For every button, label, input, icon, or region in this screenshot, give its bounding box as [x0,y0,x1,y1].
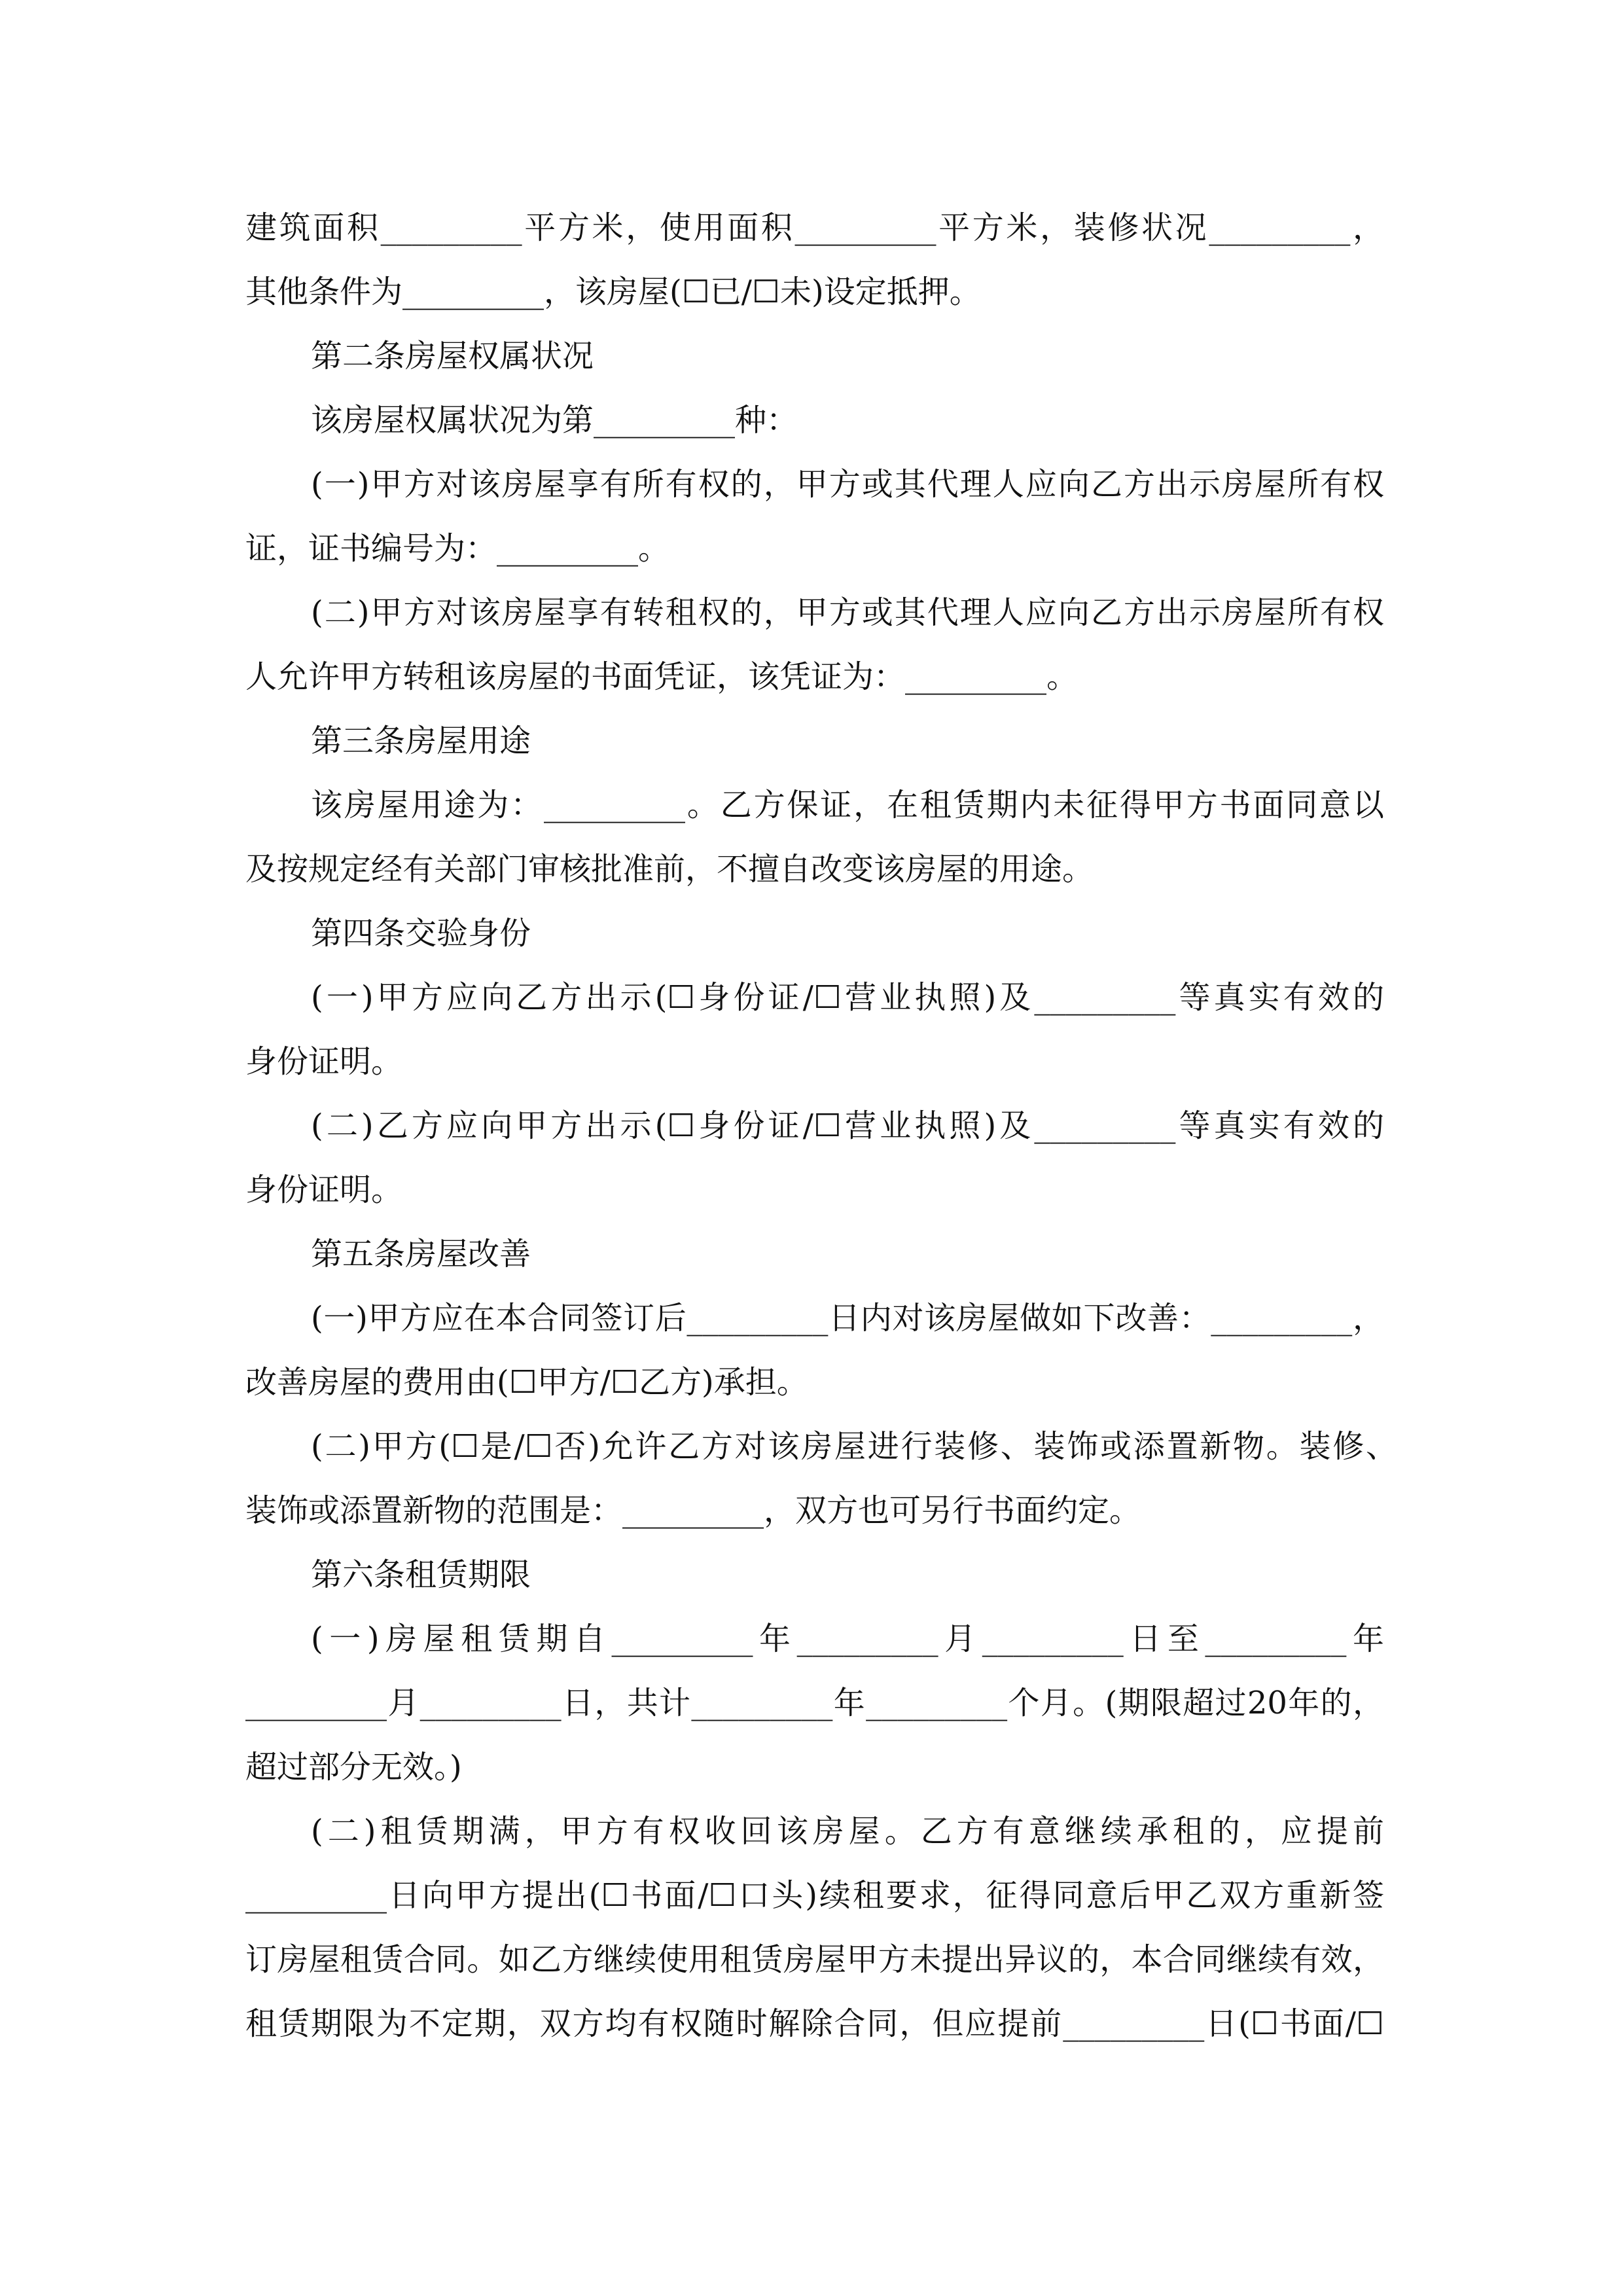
text-line: _________月_________日，共计_________年_________个月。(期限超过20年的， [245,1685,1384,1721]
text-line: 身份证明。 [245,1172,403,1208]
text-line: 该房屋用途为：_________。乙方保证，在租赁期内未征得甲方书面同意以 [311,787,1384,823]
text-line: 其他条件为_________，该房屋(☐已/☐未)设定抵押。 [245,274,981,310]
text-line: 建筑面积_________平方米，使用面积_________平方米，装修状况_________， [245,209,1384,246]
text-line: (二)甲方对该房屋享有转租权的，甲方或其代理人应向乙方出示房屋所有权 [311,594,1384,631]
text-line: (一)房屋租赁期自_________年_________月_________日至_________年 [311,1621,1384,1657]
text-line: (二)甲方(☐是/☐否)允许乙方对该房屋进行装修、装饰或添置新物。装修、 [311,1428,1397,1465]
text-line: _________日向甲方提出(☐书面/☐口头)续租要求，征得同意后甲乙双方重新签 [245,1877,1384,1914]
text-line: 人允许甲方转租该房屋的书面凭证，该凭证为：_________。 [245,658,1079,695]
text-line: 身份证明。 [245,1043,403,1080]
text-line: 装饰或添置新物的范围是：_________，双方也可另行书面约定。 [245,1492,1141,1529]
text-line: 证，证书编号为：_________。 [245,530,670,567]
text-line: (一)甲方对该房屋享有所有权的，甲方或其代理人应向乙方出示房屋所有权 [311,466,1384,503]
text-line: 订房屋租赁合同。如乙方继续使用租赁房屋甲方未提出异议的，本合同继续有效， [245,1941,1384,1978]
text-line: (二)租赁期满，甲方有权收回该房屋。乙方有意继续承租的，应提前 [311,1813,1384,1850]
section-heading: 第二条房屋权属状况 [311,338,594,374]
text-line: 租赁期限为不定期，双方均有权随时解除合同，但应提前_________日(☐书面/☐ [245,2005,1384,2042]
text-line: (二)乙方应向甲方出示(☐身份证/☐营业执照)及_________等真实有效的 [311,1107,1384,1144]
text-line: 该房屋权属状况为第_________种： [311,402,798,439]
section-heading: 第五条房屋改善 [311,1236,531,1272]
text-line: 及按规定经有关部门审核批准前，不擅自改变该房屋的用途。 [245,851,1094,888]
text-line: (一)甲方应向乙方出示(☐身份证/☐营业执照)及_________等真实有效的 [311,979,1384,1016]
text-line: 改善房屋的费用由(☐甲方/☐乙方)承担。 [245,1364,808,1401]
section-heading: 第六条租赁期限 [311,1556,531,1593]
text-line: (一)甲方应在本合同签订后_________日内对该房屋做如下改善：_________， [311,1300,1384,1336]
section-heading: 第四条交验身份 [311,915,531,952]
section-heading: 第三条房屋用途 [311,723,531,759]
text-line: 超过部分无效。) [245,1749,462,1785]
